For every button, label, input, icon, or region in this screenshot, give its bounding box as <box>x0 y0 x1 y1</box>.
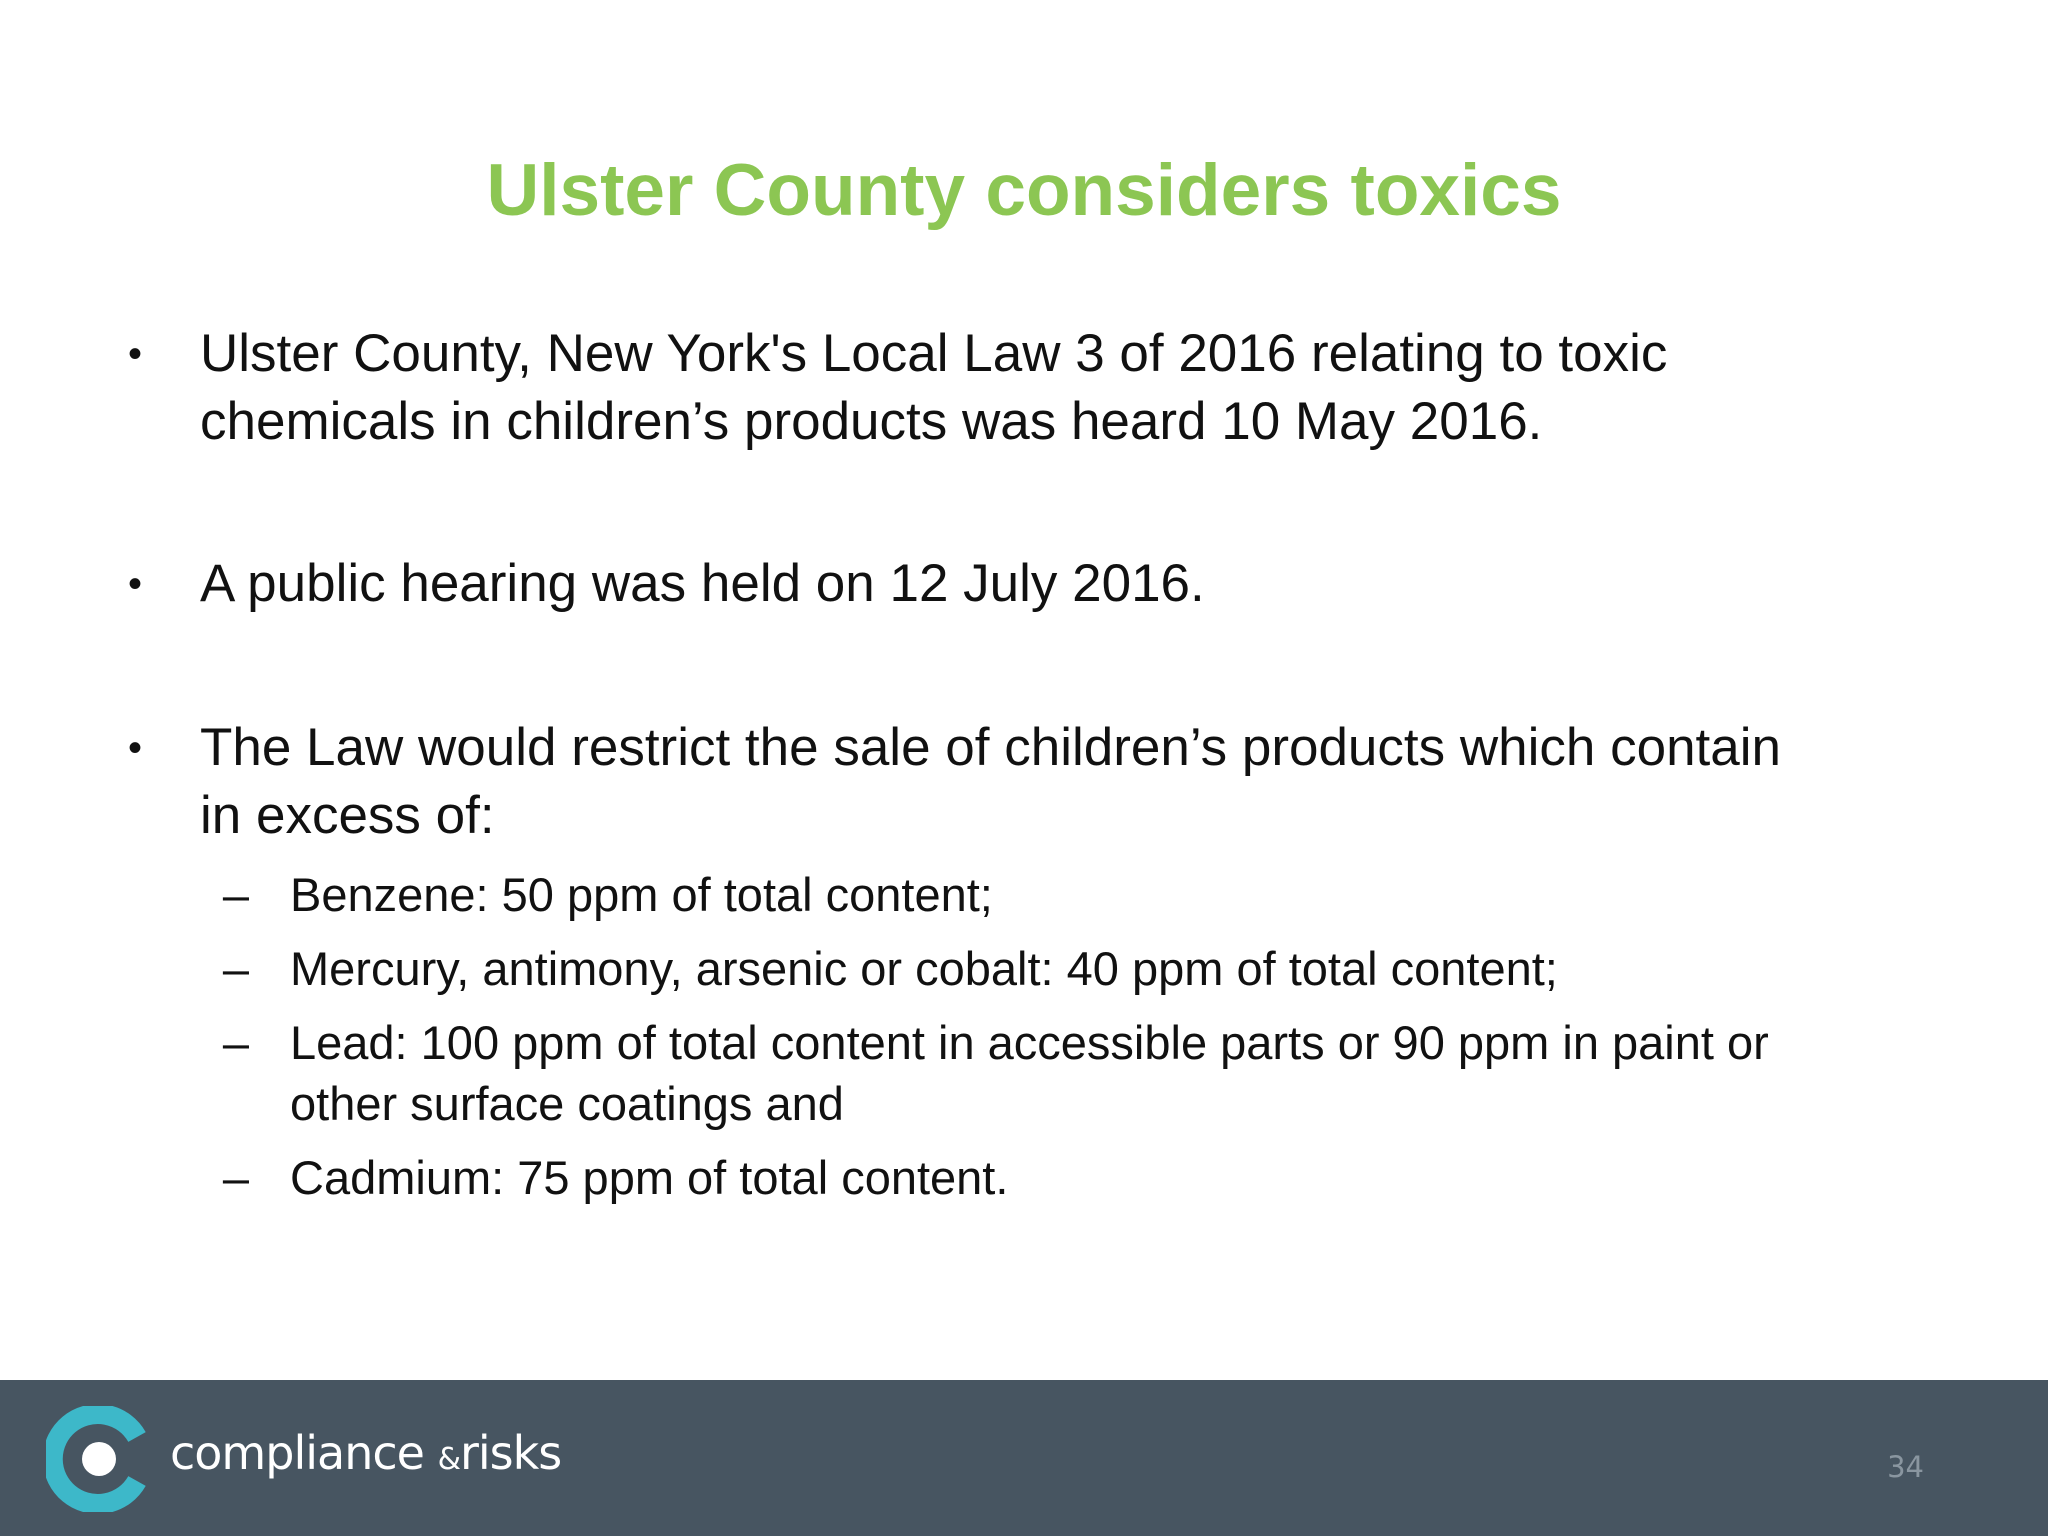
bullet-item <box>127 714 1920 850</box>
sub-bullet-item <box>222 864 1950 925</box>
bullet-marker: • <box>127 562 142 606</box>
bullet-item <box>127 320 1920 456</box>
sub-bullet-line: other surface coatings and <box>290 1077 844 1130</box>
sub-bullet-item <box>222 938 1950 999</box>
footer-bar <box>0 1380 2048 1536</box>
sub-bullet-marker: – <box>222 1151 250 1204</box>
bullet-line: The Law would restrict the sale of children’s products which contain <box>200 718 1781 777</box>
bullet-marker: • <box>127 726 142 770</box>
sub-bullet-marker: – <box>222 942 250 995</box>
bullet-marker: • <box>127 332 142 376</box>
bullet-line: A public hearing was held on 12 July 2016. <box>200 554 1205 613</box>
logo-word-compliance: compliance <box>170 1426 424 1480</box>
slide-title: Ulster County considers toxics <box>486 150 1562 231</box>
page-number: 34 <box>1887 1450 1924 1484</box>
sub-bullet-item <box>222 1012 1950 1134</box>
sub-bullet-marker: – <box>222 1016 250 1069</box>
bullet-line: chemicals in children’s products was heard 10 May 2016. <box>200 392 1543 451</box>
bullet-line: Ulster County, New York's Local Law 3 of 2016 relating to toxic <box>200 324 1668 383</box>
bullet-line: in excess of: <box>200 786 495 845</box>
logo-wordmark <box>170 1423 561 1490</box>
sub-bullet-line: Cadmium: 75 ppm of total content. <box>290 1151 1009 1204</box>
sub-bullet-item <box>222 1147 1950 1208</box>
sub-bullet-marker: – <box>222 868 250 921</box>
logo-ampersand: & <box>437 1442 460 1477</box>
compliance-and-risks-logo-icon <box>46 1406 152 1512</box>
sub-bullet-line: Benzene: 50 ppm of total content; <box>290 868 993 921</box>
bullet-item <box>127 550 1920 618</box>
logo-word-risks: risks <box>459 1426 562 1480</box>
sub-bullet-line: Lead: 100 ppm of total content in accessible parts or 90 ppm in paint or <box>290 1016 1769 1069</box>
sub-bullet-line: Mercury, antimony, arsenic or cobalt: 40 ppm of total content; <box>290 942 1558 995</box>
